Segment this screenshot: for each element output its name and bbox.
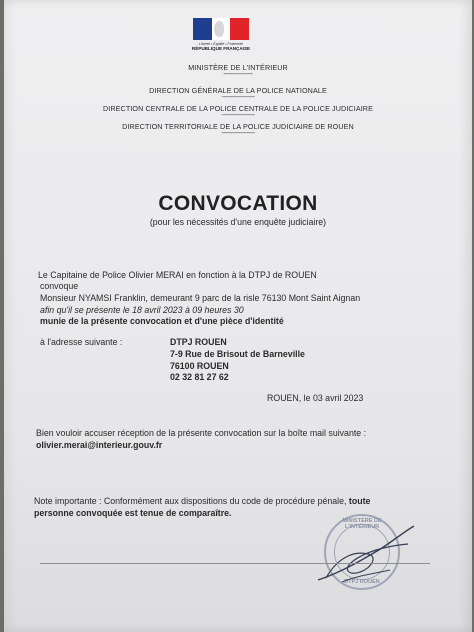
address-city: 76100 ROUEN (170, 361, 229, 371)
note-emphasis: toute (348, 496, 371, 506)
separator: ---------------- (223, 71, 253, 78)
note-line-2: personne convoquée est tenue de comparaître. (34, 508, 232, 518)
logo-motto: Liberté • Égalité • Fraternité (199, 42, 243, 46)
ack-line: Bien vouloir accuser réception de la présente convocation sur la boîte mail suivante : (36, 428, 367, 438)
logo-republic: RÉPUBLIQUE FRANÇAISE (191, 46, 251, 51)
republique-logo (191, 18, 251, 51)
body-line-officer: Le Capitaine de Police Olivier MERAI en fonction à la DTPJ de ROUEN (38, 270, 317, 280)
footer-rule (40, 563, 430, 564)
document-subtitle: (pour les nécessités d'une enquête judiciaire) (149, 217, 327, 227)
direction-centrale: DIRECTION CENTRALE DE LA POLICE CENTRALE DE LA POLICE JUDICIAIRE (102, 104, 373, 113)
body-line-person: Monsieur NYAMSI Franklin, demeurant 9 parc de la risle 76130 Mont Saint Aignan (40, 293, 361, 303)
body-line-convoque: convoque (40, 281, 79, 291)
direction-generale: DIRECTION GÉNÉRALE DE LA POLICE NATIONALE (149, 86, 327, 95)
date-line: ROUEN, le 03 avril 2023 (267, 393, 364, 403)
note-line-1 (34, 496, 370, 506)
ministry-name: MINISTÈRE DE L'INTÉRIEUR (188, 63, 288, 72)
address-street: 7-9 Rue de Brisout de Barneville (170, 349, 305, 359)
document-page (4, 0, 472, 632)
separator: ------------------ (221, 130, 255, 137)
stamp-bottom-text: DTPJ ROUEN (344, 579, 380, 585)
ack-email: olivier.merai@interieur.gouv.fr (36, 440, 163, 450)
body-line-appointment: afin qu'il se présente le 18 avril 2023 à 09 heures 30 (40, 305, 244, 315)
note-text: Note importante : Conformément aux dispositions du code de procédure pénale, (34, 496, 349, 506)
address-name: DTPJ ROUEN (170, 337, 227, 347)
address-phone: 02 32 81 27 62 (170, 372, 229, 382)
document-title: CONVOCATION (158, 192, 318, 215)
stamp-top-text: MINISTÈRE DE L'INTÉRIEUR (342, 518, 382, 530)
body-line-requirements: munie de la présente convocation et d'une pièce d'identité (40, 316, 284, 326)
direction-territoriale: DIRECTION TERRITORIALE DE LA POLICE JUDICIAIRE DE ROUEN (122, 122, 354, 131)
signature (312, 520, 422, 590)
separator: ------------------ (221, 112, 255, 119)
separator: ------------------ (221, 94, 255, 101)
flag-icon (193, 18, 249, 40)
address-label: à l'adresse suivante : (40, 337, 123, 347)
